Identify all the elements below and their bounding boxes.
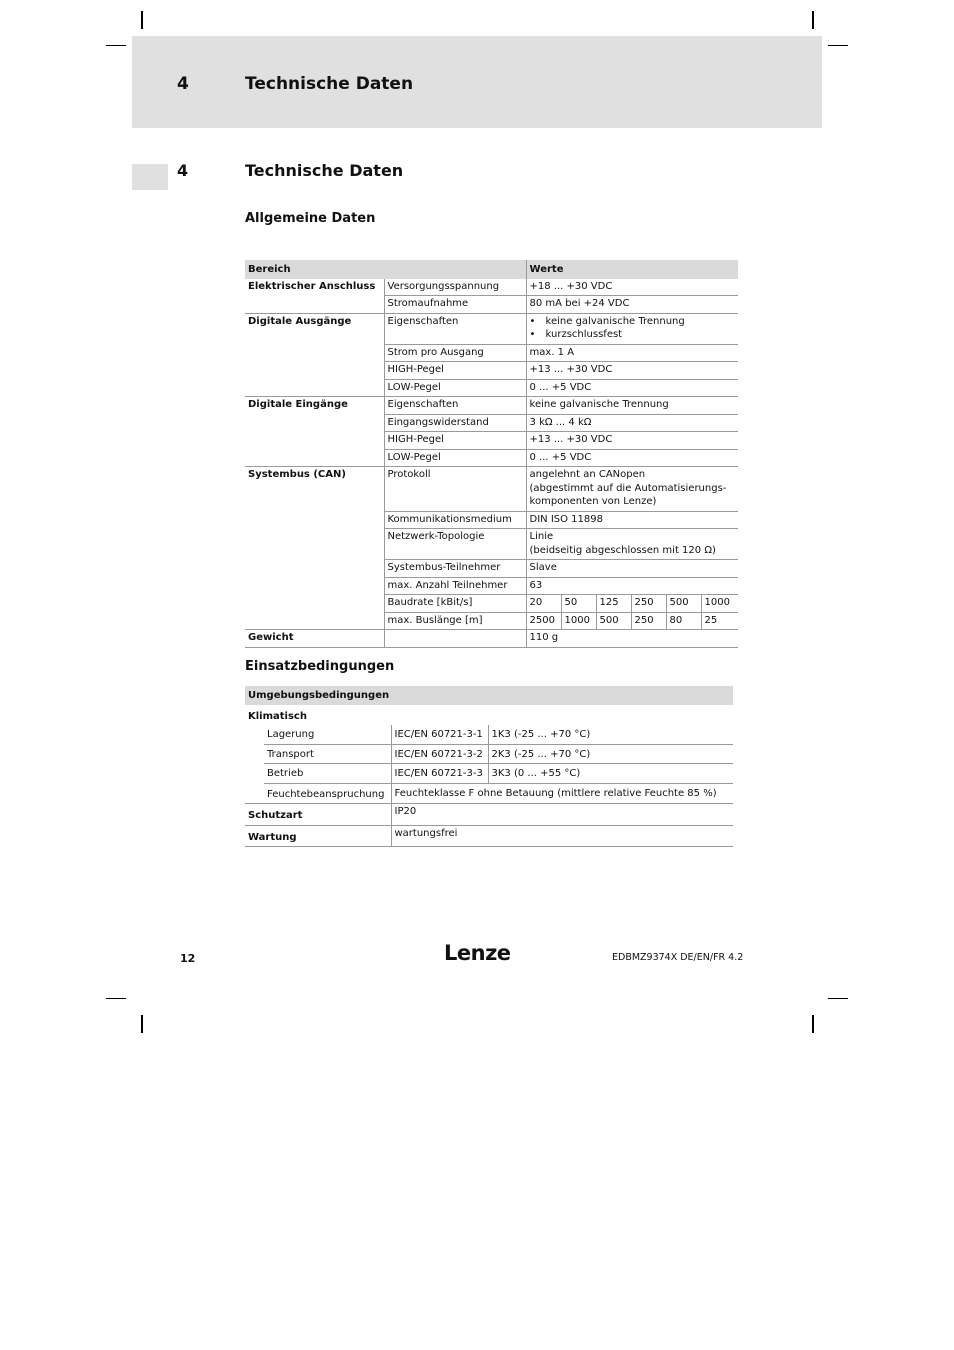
param-cell: Versorgungsspannung — [384, 279, 526, 296]
value-cell: 80 mA bei +24 VDC — [526, 296, 738, 314]
table-row — [245, 467, 738, 512]
value-cell: 63 — [526, 577, 738, 595]
col-header-values: Werte — [526, 260, 738, 279]
group-digital-inputs: Digitale Eingänge — [245, 397, 384, 467]
bullet-icon: • — [529, 315, 536, 327]
value-cell: 110 g — [526, 630, 738, 648]
col-header-environment: Umgebungsbedingungen — [245, 686, 733, 705]
param-cell: HIGH-Pegel — [384, 362, 526, 380]
param-cell: Stromaufnahme — [384, 296, 526, 314]
bullet-item: • kurzschlussfest — [529, 329, 623, 340]
bus-length-cell: 25 — [701, 612, 738, 630]
section-number: 4 — [177, 161, 189, 180]
param-cell: Netzwerk-Topologie — [384, 529, 526, 560]
param-cell: LOW-Pegel — [384, 379, 526, 397]
table-row — [245, 804, 733, 826]
table-row — [245, 744, 733, 764]
value-cell: keine galvanische Trennung — [526, 397, 738, 415]
general-data-heading: Allgemeine Daten — [245, 211, 376, 226]
value-cell: +13 ... +30 VDC — [526, 432, 738, 450]
param-cell-empty — [384, 630, 526, 648]
value-cell: 1K3 (-25 ... +70 °C) — [488, 725, 733, 744]
table-row — [245, 705, 733, 726]
param-cell: Strom pro Ausgang — [384, 344, 526, 362]
param-cell: max. Buslänge [m] — [384, 612, 526, 630]
bullet-icon: • — [529, 329, 536, 340]
section-marker — [132, 164, 168, 190]
param-cell: Eigenschaften — [384, 397, 526, 415]
group-digital-outputs: Digitale Ausgänge — [245, 313, 384, 397]
group-maintenance: Wartung — [245, 825, 391, 847]
table-row — [245, 783, 733, 804]
param-cell: Baudrate [kBit/s] — [384, 595, 526, 613]
value-cell: wartungsfrei — [391, 825, 733, 847]
value-cell: max. 1 A — [526, 344, 738, 362]
conditions-table — [245, 686, 733, 847]
table-row — [245, 313, 738, 344]
group-weight: Gewicht — [245, 630, 384, 648]
crop-mark — [812, 11, 814, 29]
value-cell: 2K3 (-25 ... +70 °C) — [488, 744, 733, 764]
table-row — [245, 630, 738, 648]
crop-mark — [141, 11, 143, 29]
bus-length-cell: 1000 — [561, 612, 596, 630]
param-cell: Eingangswiderstand — [384, 414, 526, 432]
general-data-table — [245, 260, 738, 648]
baud-rate-cell: 125 — [596, 595, 631, 613]
chapter-header — [132, 36, 822, 128]
condition-label: Betrieb — [264, 764, 391, 784]
value-cell: angelehnt an CANopen (abgestimmt auf die Automatisierungs- komponenten von Lenze) — [526, 467, 738, 512]
standard-cell: IEC/EN 60721-3-2 — [391, 744, 488, 764]
col-header-area: Bereich — [245, 260, 526, 279]
baud-rate-cell: 1000 — [701, 595, 738, 613]
table-row — [245, 764, 733, 784]
standard-cell: IEC/EN 60721-3-1 — [391, 725, 488, 744]
param-cell: Systembus-Teilnehmer — [384, 560, 526, 578]
bus-length-cell: 80 — [666, 612, 701, 630]
crop-mark — [106, 45, 126, 46]
table-header-row — [245, 260, 738, 279]
crop-mark — [812, 1015, 814, 1033]
conditions-heading: Einsatzbedingungen — [245, 659, 395, 674]
table-row — [245, 825, 733, 847]
value-cell: +13 ... +30 VDC — [526, 362, 738, 380]
value-cell: IP20 — [391, 804, 733, 826]
value-cell: 3 kΩ ... 4 kΩ — [526, 414, 738, 432]
bullet-item: • keine galvanische Trennung — [529, 315, 685, 327]
param-cell: Kommunikationsmedium — [384, 511, 526, 529]
value-cell: DIN ISO 11898 — [526, 511, 738, 529]
param-cell: Eigenschaften — [384, 313, 526, 344]
value-cell — [526, 313, 738, 344]
param-cell: Protokoll — [384, 467, 526, 512]
value-cell: 0 ... +5 VDC — [526, 449, 738, 467]
baud-rate-cell: 500 — [666, 595, 701, 613]
param-cell: HIGH-Pegel — [384, 432, 526, 450]
bus-length-cell: 2500 — [526, 612, 561, 630]
page-number: 12 — [180, 952, 196, 965]
chapter-number: 4 — [177, 74, 189, 94]
value-cell: Feuchteklasse F ohne Betauung (mittlere relative Feuchte 85 %) — [391, 783, 733, 804]
value-cell: 0 ... +5 VDC — [526, 379, 738, 397]
table-row — [245, 397, 738, 415]
baud-rate-cell: 20 — [526, 595, 561, 613]
group-electrical: Elektrischer Anschluss — [245, 279, 384, 314]
condition-label: Lagerung — [264, 725, 391, 744]
group-protection: Schutzart — [245, 804, 391, 826]
value-cell: Linie (beidseitig abgeschlossen mit 120 Ω) — [526, 529, 738, 560]
group-system-bus: Systembus (CAN) — [245, 467, 384, 630]
section-title: Technische Daten — [245, 161, 404, 180]
value-cell: Slave — [526, 560, 738, 578]
table-header-row — [245, 686, 733, 705]
param-cell: max. Anzahl Teilnehmer — [384, 577, 526, 595]
lenze-logo: Lenze — [444, 941, 511, 965]
crop-mark — [106, 998, 126, 999]
baud-rate-cell: 250 — [631, 595, 666, 613]
crop-mark — [141, 1015, 143, 1033]
group-climatic: Klimatisch — [248, 710, 307, 722]
bus-length-cell: 250 — [631, 612, 666, 630]
chapter-title: Technische Daten — [245, 74, 414, 94]
condition-label: Transport — [264, 744, 391, 764]
crop-mark — [828, 45, 848, 46]
value-cell: +18 ... +30 VDC — [526, 279, 738, 296]
table-row — [245, 279, 738, 296]
condition-label: Feuchtebeanspruchung — [264, 783, 391, 804]
value-cell: 3K3 (0 ... +55 °C) — [488, 764, 733, 784]
document-id: EDBMZ9374X DE/EN/FR 4.2 — [612, 952, 744, 963]
table-row — [245, 725, 733, 744]
crop-mark — [828, 998, 848, 999]
baud-rate-cell: 50 — [561, 595, 596, 613]
bus-length-cell: 500 — [596, 612, 631, 630]
standard-cell: IEC/EN 60721-3-3 — [391, 764, 488, 784]
param-cell: LOW-Pegel — [384, 449, 526, 467]
